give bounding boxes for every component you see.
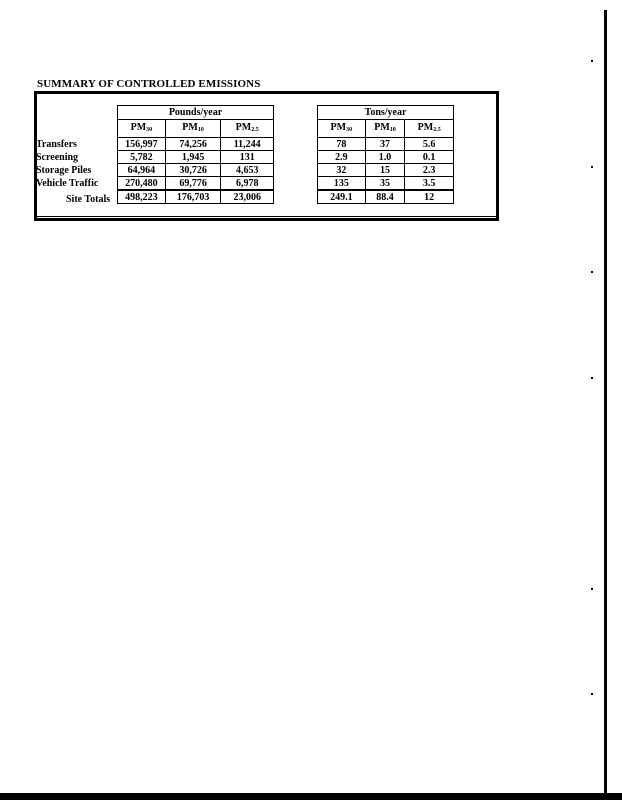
cell: 1,945 (165, 151, 221, 164)
table-row (118, 177, 274, 191)
margin-mark (591, 60, 593, 62)
table-row (118, 138, 274, 151)
cell: 2.9 (318, 151, 366, 164)
cell: 35 (365, 177, 405, 191)
row-label-screening: Screening (36, 152, 79, 163)
margin-mark (591, 377, 593, 379)
total-cell: 88.4 (365, 190, 405, 204)
table-row (118, 164, 274, 177)
cell: 131 (221, 151, 274, 164)
row-label-storage-piles: Storage Piles (36, 165, 92, 176)
tons-per-year-table (317, 105, 454, 204)
column-header-pm30: $PM_{30}$ (318, 120, 366, 138)
totals-row (318, 190, 454, 204)
cell: 11,244 (221, 138, 274, 151)
cell: 30,726 (165, 164, 221, 177)
column-header-pm25: $PM_{2.5}$ (221, 120, 274, 138)
table-row (318, 138, 454, 151)
row-label-vehicle-traffic: Vehicle Traffic (36, 178, 99, 189)
page-bottom-rule (0, 793, 622, 800)
margin-mark (591, 588, 593, 590)
cell: 5.6 (405, 138, 454, 151)
column-header-pm10: $PM_{10}$ (165, 120, 221, 138)
total-cell: 176,703 (165, 190, 221, 204)
column-header-pm10: $PM_{10}$ (365, 120, 405, 138)
cell: 4,653 (221, 164, 274, 177)
column-header-pm25: $PM_{2.5}$ (405, 120, 454, 138)
cell: 69,776 (165, 177, 221, 191)
total-cell: 249.1 (318, 190, 366, 204)
pounds-group-header: Pounds/year (118, 106, 274, 120)
page-edge-rule (604, 10, 607, 800)
cell: 64,964 (118, 164, 166, 177)
cell: 5,782 (118, 151, 166, 164)
document-title: SUMMARY OF CONTROLLED EMISSIONS (37, 78, 261, 90)
margin-mark (591, 271, 593, 273)
cell: 78 (318, 138, 366, 151)
tons-group-header: Tons/year (318, 106, 454, 120)
table-row (318, 164, 454, 177)
cell: 156,997 (118, 138, 166, 151)
table-row (118, 151, 274, 164)
row-label-site-totals: Site Totals (66, 194, 111, 205)
cell: 74,256 (165, 138, 221, 151)
total-cell: 12 (405, 190, 454, 204)
row-label-transfers: Transfers (36, 139, 77, 150)
column-header-pm30: $PM_{30}$ (118, 120, 166, 138)
cell: 270,480 (118, 177, 166, 191)
table-row (318, 151, 454, 164)
margin-mark (591, 166, 593, 168)
cell: 0.1 (405, 151, 454, 164)
cell: 37 (365, 138, 405, 151)
total-cell: 23,006 (221, 190, 274, 204)
cell: 135 (318, 177, 366, 191)
cell: 1.0 (365, 151, 405, 164)
cell: 32 (318, 164, 366, 177)
table-row (318, 177, 454, 191)
pounds-per-year-table (117, 105, 274, 204)
totals-row (118, 190, 274, 204)
cell: 3.5 (405, 177, 454, 191)
cell: 15 (365, 164, 405, 177)
total-cell: 498,223 (118, 190, 166, 204)
cell: 6,978 (221, 177, 274, 191)
margin-mark (591, 693, 593, 695)
cell: 2.3 (405, 164, 454, 177)
